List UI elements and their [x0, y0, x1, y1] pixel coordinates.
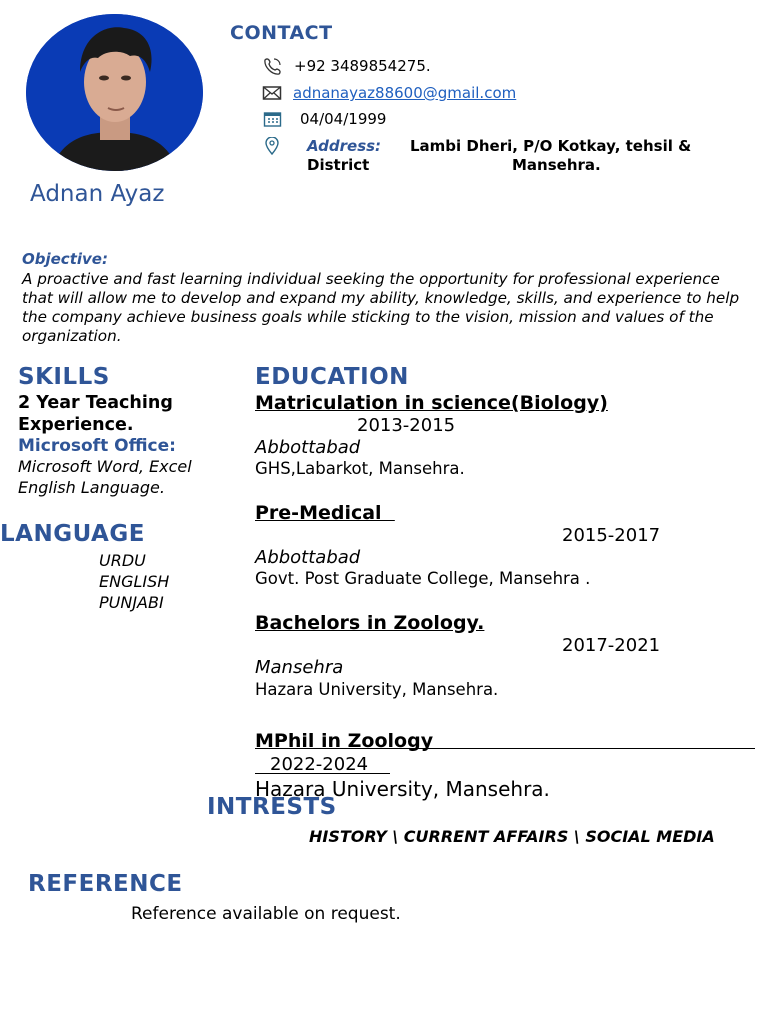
objective-label: Objective: [22, 250, 108, 268]
skill-teaching-line2: Experience. [18, 415, 134, 435]
education-title: Bachelors in Zoology. [255, 612, 485, 634]
education-years: 2013-2015 [357, 415, 456, 436]
calendar-icon [263, 110, 283, 132]
reference-heading: REFERENCE [28, 871, 183, 897]
education-years: 2022-2024 [270, 754, 369, 775]
education-years: 2017-2021 [562, 635, 661, 656]
phone-icon [262, 57, 282, 79]
language-item: URDU [99, 551, 146, 570]
address-label: Address: [307, 137, 382, 155]
education-title: Matriculation in science(Biology) [255, 392, 608, 414]
microsoft-office-label: Microsoft Office: [18, 436, 176, 456]
education-institution: Govt. Post Graduate College, Mansehra . [255, 569, 591, 588]
education-institution: GHS,Labarkot, Mansehra. [255, 459, 465, 478]
education-heading: EDUCATION [255, 364, 409, 390]
education-institution: Hazara University, Mansehra. [255, 777, 550, 801]
address-line-1: Lambi Dheri, P/O Kotkay, tehsil & [410, 137, 692, 155]
microsoft-office-items: Microsoft Word, Excel [18, 457, 192, 476]
address-district: District [307, 156, 370, 174]
interests-list: HISTORY \ CURRENT AFFAIRS \ SOCIAL MEDIA [309, 827, 715, 846]
education-place: Mansehra [255, 657, 344, 678]
objective-text: A proactive and fast learning individual seeking the opportunity for professional experience that will allow me to develop and expand my ability, knowledge, skills, and experience to help the company achieve business goals while sticking to the vision, mission and values of the organization. [22, 270, 740, 345]
date-of-birth: 04/04/1999 [300, 110, 387, 128]
year-underline [255, 773, 390, 774]
person-avatar-icon [26, 14, 203, 171]
interests-heading: INTRESTS [207, 794, 337, 820]
education-institution: Hazara University, Mansehra. [255, 680, 499, 699]
education-title: Pre-Medical [255, 502, 395, 524]
education-place: Abbottabad [255, 437, 361, 458]
skills-heading: SKILLS [18, 364, 110, 390]
contact-heading: CONTACT [230, 22, 333, 44]
phone-number: +92 3489854275. [294, 57, 431, 75]
profile-photo [26, 14, 203, 171]
language-item: ENGLISH [99, 572, 170, 591]
language-item: PUNJABI [99, 593, 164, 612]
email-link[interactable]: adnanayaz88600@gmail.com [293, 84, 517, 102]
reference-text: Reference available on request. [131, 904, 401, 924]
education-years: 2015-2017 [562, 525, 661, 546]
skill-english-language: English Language. [18, 478, 165, 497]
skill-teaching-line1: 2 Year Teaching [18, 393, 173, 413]
education-title: MPhil in Zoology [255, 730, 434, 752]
title-underline [255, 748, 755, 749]
language-heading: LANGUAGE [0, 521, 145, 547]
person-name: Adnan Ayaz [30, 181, 165, 207]
education-place: Abbottabad [255, 547, 361, 568]
location-pin-icon [263, 137, 283, 159]
mail-icon [262, 84, 282, 106]
address-city: Mansehra. [512, 156, 601, 174]
